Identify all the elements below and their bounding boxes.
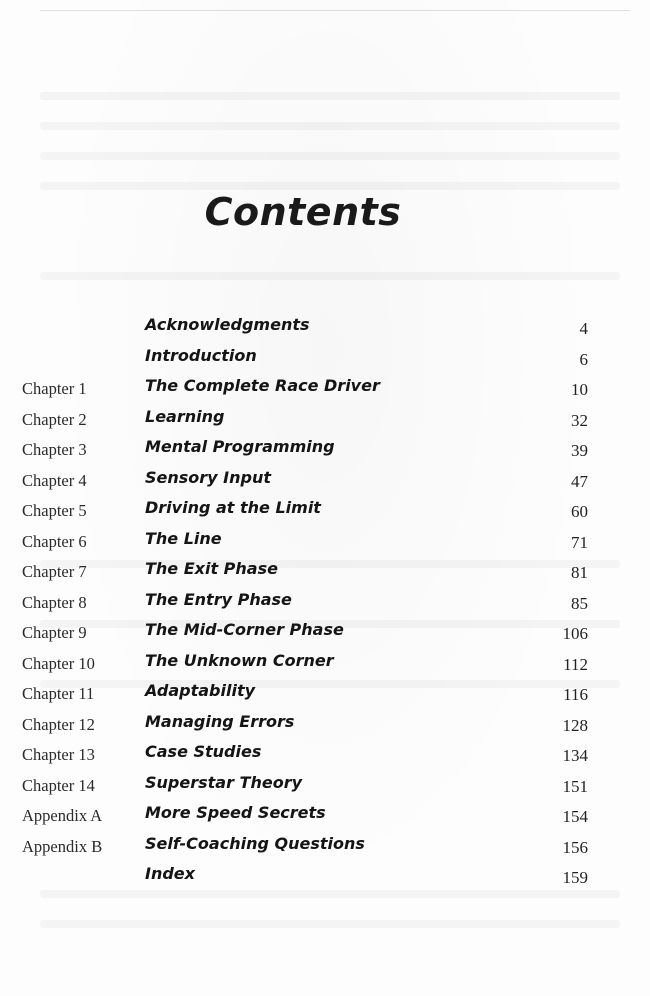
- page-title: Contents: [204, 190, 402, 234]
- toc-row-chapter-9[interactable]: [0, 616, 650, 647]
- toc-row-label: Appendix A: [22, 806, 103, 825]
- toc-row-title: Self-Coaching Questions: [145, 833, 365, 853]
- toc-row-label: Chapter 5: [22, 501, 87, 520]
- toc-row-title: Acknowledgments: [145, 315, 310, 334]
- toc-row-page: 134: [562, 746, 588, 765]
- toc-row-label: Chapter 9: [22, 623, 87, 642]
- toc-row-page: 159: [562, 868, 588, 887]
- toc-row-label: Chapter 6: [22, 531, 87, 551]
- toc-row-label: Chapter 1: [22, 379, 87, 398]
- toc-row-label: Chapter 4: [22, 470, 87, 490]
- toc-row-chapter-5[interactable]: [0, 494, 650, 525]
- toc-row-page: 60: [571, 502, 588, 521]
- toc-row-chapter-7[interactable]: [0, 555, 650, 586]
- toc-row-page: 112: [563, 654, 588, 674]
- toc-row-page: 47: [571, 471, 588, 491]
- toc-row-title: Mental Programming: [145, 437, 335, 456]
- toc-row-label: Chapter 14: [22, 775, 95, 795]
- toc-row-title: Learning: [145, 406, 225, 426]
- toc-row-page: 154: [562, 807, 588, 826]
- toc-row-chapter-2[interactable]: [0, 403, 650, 434]
- toc-row-label: Chapter 12: [22, 714, 95, 734]
- toc-row-title: Adaptability: [145, 681, 256, 700]
- toc-row-label: Chapter 11: [22, 684, 95, 703]
- toc-row-chapter-6[interactable]: [0, 525, 650, 556]
- toc-row-page: 71: [571, 532, 588, 552]
- toc-row-label: Appendix B: [22, 836, 103, 856]
- toc-row-title: More Speed Secrets: [145, 803, 326, 822]
- toc-row-page: 6: [579, 349, 588, 369]
- toc-row-page: 4: [579, 319, 588, 338]
- bleed-through-line: [40, 920, 620, 928]
- toc-row-title: The Unknown Corner: [145, 650, 334, 670]
- toc-row-page: 81: [571, 563, 588, 582]
- toc-row-chapter-3[interactable]: [0, 433, 650, 464]
- toc-row-acknowledgments[interactable]: [0, 311, 650, 342]
- toc-row-page: 116: [563, 685, 588, 704]
- toc-row-label: Chapter 3: [22, 440, 87, 459]
- toc-row-page: 10: [571, 380, 588, 399]
- toc-row-title: The Entry Phase: [145, 589, 292, 609]
- toc-row-label: Chapter 8: [22, 592, 87, 612]
- bleed-through-line: [40, 152, 620, 160]
- toc-row-page: 39: [571, 441, 588, 460]
- page-edge-line: [40, 10, 630, 11]
- bleed-through-line: [40, 92, 620, 100]
- toc-row-index[interactable]: [0, 860, 650, 891]
- table-of-contents: [0, 311, 650, 891]
- toc-row-appendix-b[interactable]: [0, 830, 650, 861]
- toc-row-label: Chapter 2: [22, 409, 87, 429]
- toc-row-title: Index: [145, 864, 195, 883]
- toc-row-page: 32: [571, 410, 588, 430]
- toc-row-label: Chapter 7: [22, 562, 87, 581]
- toc-row-title: Managing Errors: [145, 711, 295, 731]
- toc-row-chapter-11[interactable]: [0, 677, 650, 708]
- toc-row-title: Superstar Theory: [145, 772, 303, 792]
- toc-row-page: 156: [562, 837, 588, 857]
- toc-row-title: Sensory Input: [145, 467, 272, 487]
- bleed-through-line: [40, 182, 620, 190]
- bleed-through-line: [40, 122, 620, 130]
- toc-row-chapter-14[interactable]: [0, 769, 650, 800]
- toc-row-title: The Line: [145, 528, 222, 548]
- toc-row-introduction[interactable]: [0, 342, 650, 373]
- toc-row-title: Case Studies: [145, 742, 262, 761]
- toc-row-title: The Mid-Corner Phase: [145, 620, 344, 639]
- toc-row-page: 106: [562, 624, 588, 643]
- toc-row-chapter-8[interactable]: [0, 586, 650, 617]
- toc-row-page: 85: [571, 593, 588, 613]
- toc-row-appendix-a[interactable]: [0, 799, 650, 830]
- toc-row-chapter-10[interactable]: [0, 647, 650, 678]
- bleed-through-line: [40, 272, 620, 280]
- toc-row-title: The Complete Race Driver: [145, 376, 380, 395]
- toc-row-title: Driving at the Limit: [145, 498, 321, 517]
- toc-row-chapter-13[interactable]: [0, 738, 650, 769]
- toc-row-label: Chapter 13: [22, 745, 95, 764]
- toc-row-chapter-12[interactable]: [0, 708, 650, 739]
- toc-row-page: 151: [562, 776, 588, 796]
- bleed-through-line: [40, 890, 620, 898]
- toc-row-title: The Exit Phase: [145, 559, 278, 578]
- toc-row-title: Introduction: [145, 345, 257, 365]
- toc-row-label: Chapter 10: [22, 653, 95, 673]
- toc-row-chapter-4[interactable]: [0, 464, 650, 495]
- toc-row-page: 128: [562, 715, 588, 735]
- toc-row-chapter-1[interactable]: [0, 372, 650, 403]
